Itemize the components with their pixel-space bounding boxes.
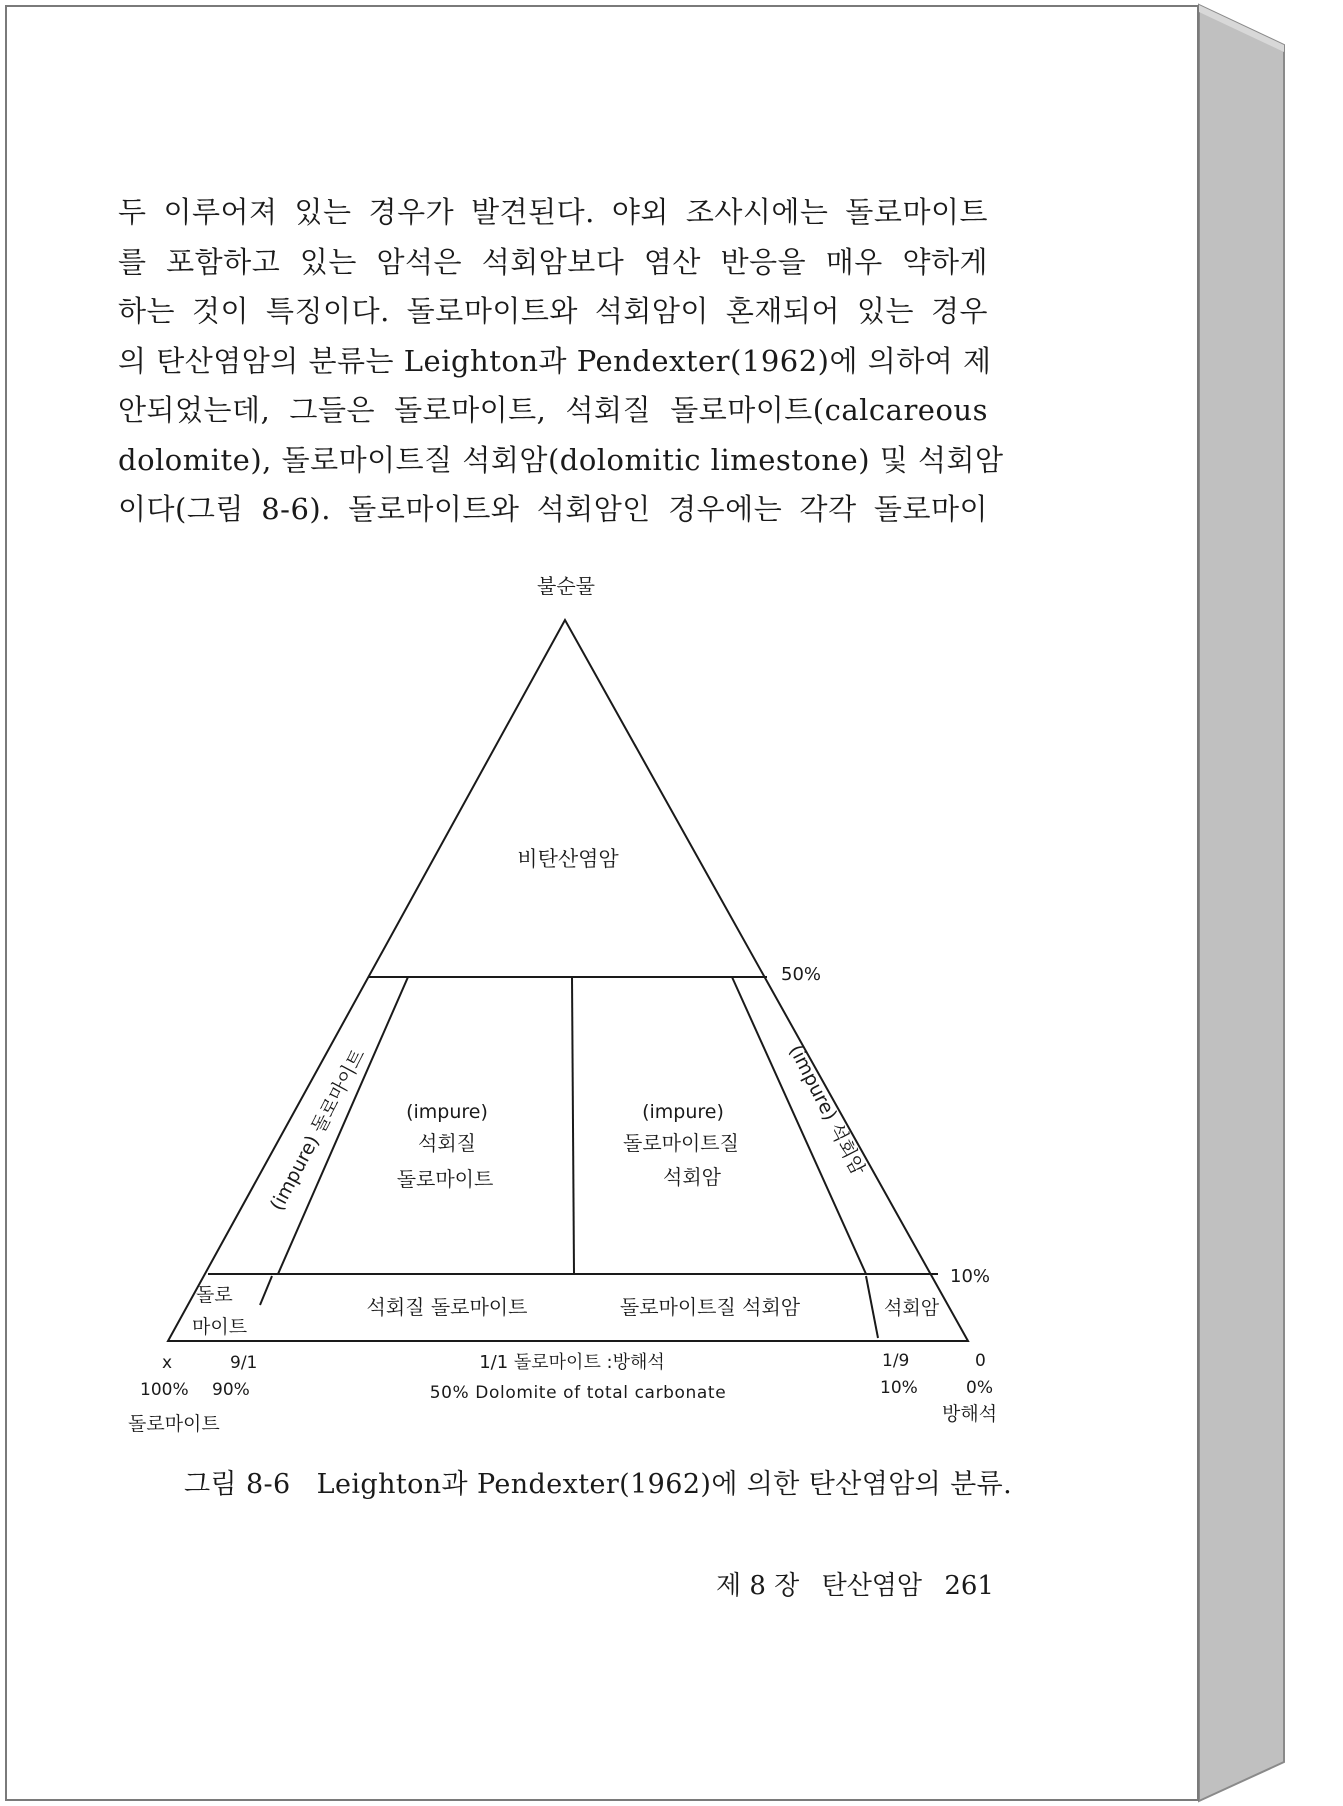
label-10-percent: 10% bbox=[950, 1266, 991, 1287]
bottom-right-label: 돌로마이트질 석회암 bbox=[619, 1295, 801, 1319]
axis-left-percent: 100% bbox=[140, 1380, 189, 1400]
axis-center-desc: 50% Dolomite of total carbonate bbox=[429, 1383, 727, 1403]
paragraph-line: 를 포함하고 있는 암석은 석회암보다 염산 반응을 매우 약하게 bbox=[118, 244, 988, 279]
divider-1-1 bbox=[572, 977, 574, 1274]
axis-x-left: x bbox=[162, 1353, 173, 1373]
axis-center-ratio: 1/1 돌로마이트 :방해석 bbox=[479, 1352, 665, 1373]
label-50-percent: 50% bbox=[781, 964, 822, 985]
figure-number: 그림 8-6 bbox=[184, 1469, 291, 1500]
axis-left-name: 돌로마이트 bbox=[128, 1413, 220, 1435]
axis-90-percent: 90% bbox=[212, 1380, 250, 1400]
corner-left-line2: 마이트 bbox=[192, 1316, 248, 1338]
paragraph-line: 두 이루어져 있는 경우가 발견된다. 야외 조사시에는 돌로마이트 bbox=[118, 195, 988, 229]
mid-right-line2: 돌로마이트질 bbox=[623, 1131, 739, 1155]
mid-left-line3: 돌로마이트 bbox=[396, 1167, 494, 1191]
page-number: 261 bbox=[944, 1571, 994, 1601]
figure-caption-text: Leighton과 Pendexter(1962)에 의한 탄산염암의 분류. bbox=[316, 1469, 1013, 1500]
axis-tick-9-1: 9/1 bbox=[230, 1353, 258, 1373]
axis-right-name: 방해석 bbox=[942, 1403, 998, 1425]
axis-zero: 0 bbox=[975, 1351, 986, 1371]
corner-right-label: 석회암 bbox=[884, 1297, 940, 1319]
footer-chapter: 제 8 장 bbox=[716, 1571, 800, 1601]
paragraph-line: 하는 것이 특징이다. 돌로마이트와 석회암이 혼재되어 있는 경우 bbox=[118, 294, 988, 328]
footer-title: 탄산염암 bbox=[821, 1571, 923, 1601]
corner-divider-right bbox=[866, 1276, 878, 1338]
mid-right-line1: (impure) bbox=[642, 1101, 724, 1123]
axis-0-percent: 0% bbox=[966, 1378, 993, 1398]
page-footer bbox=[716, 1565, 1008, 1602]
mid-right-line3: 석회암 bbox=[663, 1165, 721, 1189]
corner-divider-left bbox=[260, 1276, 272, 1305]
paragraph-line: dolomite), 돌로마이트질 석회암(dolomitic limestone) 및 석회암 bbox=[118, 442, 1004, 477]
apex-label: 불순물 bbox=[537, 574, 595, 598]
mid-left-line1: (impure) bbox=[406, 1101, 488, 1123]
band-impure-limestone: (impure) 석회암 bbox=[784, 1041, 870, 1179]
band-impure-dolomite: (impure) 돌로마이트 bbox=[265, 1045, 370, 1215]
figure-caption bbox=[184, 1462, 1012, 1501]
paragraph-line: 안되었는데, 그들은 돌로마이트, 석회질 돌로마이트(calcareous bbox=[118, 393, 988, 427]
paragraph-line: 이다(그림 8-6). 돌로마이트와 석회암인 경우에는 각각 돌로마이 bbox=[118, 492, 988, 526]
corner-left-line1: 돌로 bbox=[196, 1284, 233, 1306]
region-noncarbonate: 비탄산염암 bbox=[517, 847, 619, 871]
paragraph-line: 의 탄산염암의 분류는 Leighton과 Pendexter(1962)에 의하여 제 bbox=[118, 343, 992, 378]
axis-tick-1-9: 1/9 bbox=[882, 1351, 910, 1371]
mid-left-line2: 석회질 bbox=[418, 1131, 476, 1155]
axis-10-percent: 10% bbox=[880, 1378, 918, 1398]
bottom-left-label: 석회질 돌로마이트 bbox=[366, 1295, 528, 1319]
